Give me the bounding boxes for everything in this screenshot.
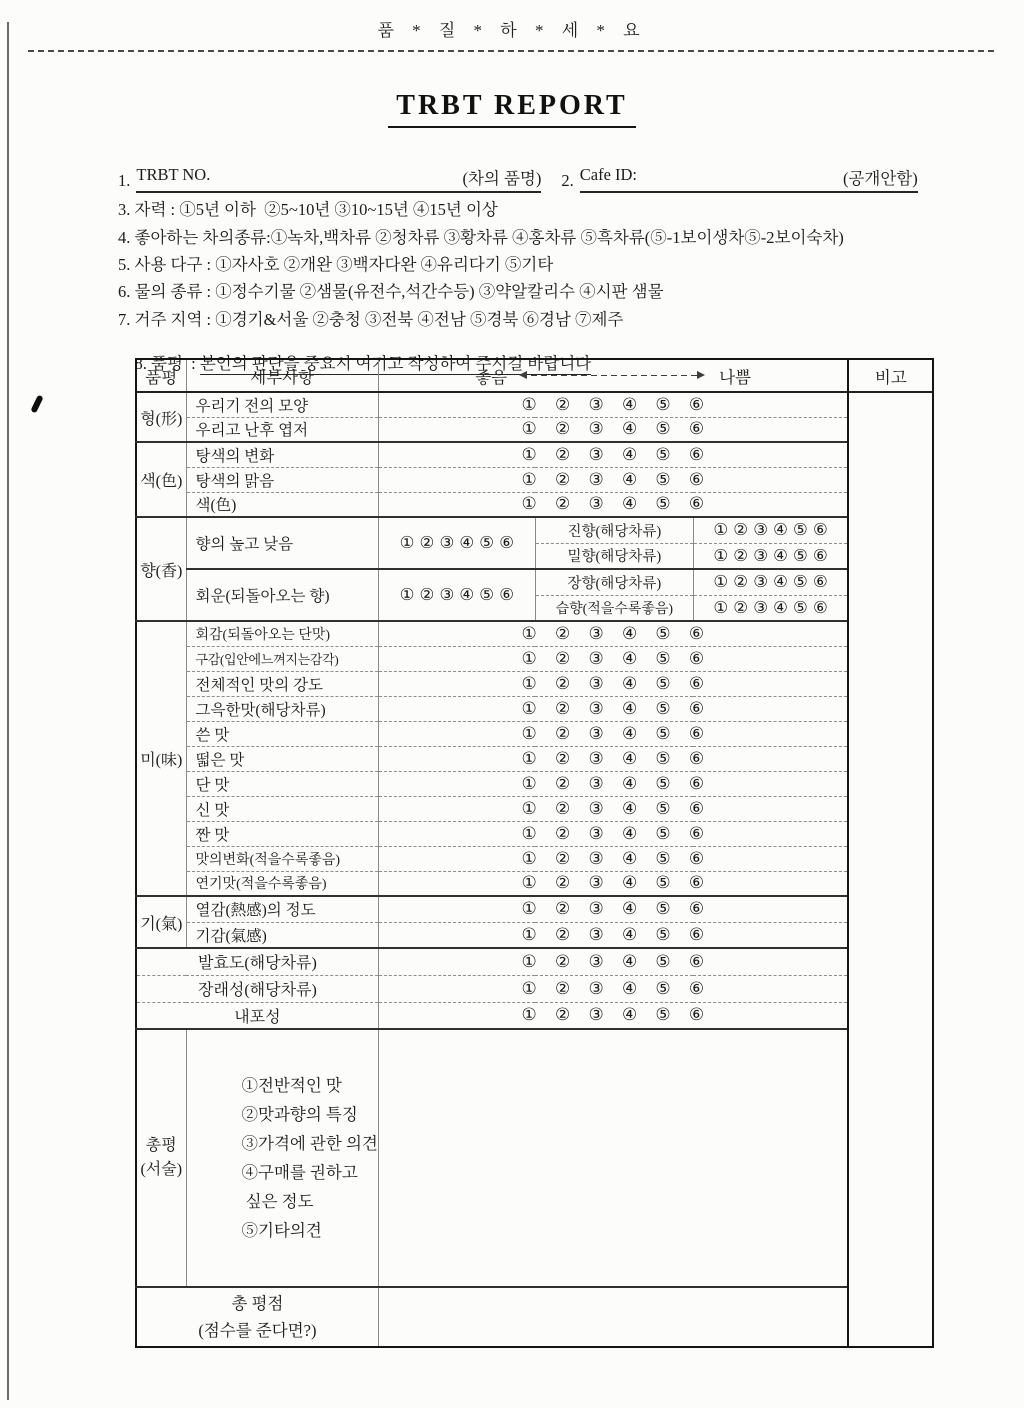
header-note: 비고 — [848, 359, 933, 392]
total-score-line2: (점수를 준다면?) — [198, 1321, 317, 1340]
aroma-sub-rating: ① ② ③ ④ ⑤ ⑥ — [693, 569, 848, 595]
line8-prefix: 8. 품평 : — [134, 354, 200, 373]
table-header-row — [136, 359, 933, 392]
overall-item: ②맛과향의 특징 — [241, 1105, 358, 1124]
detail-label: 떫은 맛 — [186, 746, 378, 771]
report-title-wrap — [0, 90, 1024, 128]
cafe-id-blank — [580, 165, 918, 193]
pen-tick-mark — [30, 395, 43, 414]
aroma-sub-rating: ① ② ③ ④ ⑤ ⑥ — [693, 595, 848, 621]
header-detail: 세부사항 — [186, 359, 378, 392]
table-row — [136, 796, 933, 821]
table-row — [136, 517, 933, 543]
table-row — [136, 721, 933, 746]
rating-scale: ① ② ③ ④ ⑤ ⑥ — [378, 467, 848, 492]
table-row — [136, 442, 933, 467]
page-top-label: 품 * 질 * 하 * 세 * 요 — [377, 21, 647, 40]
detail-label: 색(色) — [186, 492, 378, 517]
rating-scale: ① ② ③ ④ ⑤ ⑥ — [378, 417, 848, 442]
rating-scale: ① ② ③ ④ ⑤ ⑥ — [378, 671, 848, 696]
evaluation-table — [135, 358, 934, 1348]
detail-label: 기감(氣感) — [186, 922, 378, 948]
detail-label: 신 맛 — [186, 796, 378, 821]
detail-label: 향의 높고 낮음 — [186, 517, 378, 569]
form-line-water: 6. 물의 종류 : ①정수기물 ②샘물(유전수,석간수등) ③약알칼리수 ④시판 샘물 — [118, 282, 664, 301]
category-taste: 미(味) — [136, 621, 186, 896]
cafe-id-suffix: (공개안함) — [843, 169, 918, 188]
category-color: 색(色) — [136, 442, 186, 517]
aroma-sub-label: 진향(해당차류) — [535, 517, 693, 543]
header-scale — [378, 359, 848, 392]
detail-label: 전체적인 맛의 강도 — [186, 671, 378, 696]
table-row — [136, 621, 933, 646]
table-row — [136, 922, 933, 948]
detail-label: 그윽한맛(해당차류) — [186, 696, 378, 721]
rating-scale: ① ② ③ ④ ⑤ ⑥ — [378, 442, 848, 467]
category-shape: 형(形) — [136, 392, 186, 442]
aroma-sub-label: 밀향(해당차류) — [535, 543, 693, 569]
form-line-tea-types: 4. 좋아하는 차의종류:①녹차,백차류 ②청차류 ③황차류 ④홍차류 ⑤흑차류(⑤-1보이생차⑤-2보이숙차) — [118, 228, 844, 247]
overall-items — [186, 1029, 378, 1287]
detail-label: 회운(되돌아오는 향) — [186, 569, 378, 621]
aroma-sub-label: 습향(적을수록좋음) — [535, 595, 693, 621]
detail-label: 연기맛(적을수록좋음) — [186, 871, 378, 896]
rating-scale: ① ② ③ ④ ⑤ ⑥ — [378, 948, 848, 975]
overall-item: ①전반적인 맛 — [241, 1076, 342, 1095]
rating-scale: ① ② ③ ④ ⑤ ⑥ — [378, 696, 848, 721]
rating-scale: ① ② ③ ④ ⑤ ⑥ — [378, 846, 848, 871]
page-title: TRBT REPORT — [388, 90, 635, 128]
trbt-no-suffix: (차의 품명) — [462, 169, 542, 188]
header-good: 좋음 — [475, 367, 508, 387]
cafe-id-label: Cafe ID: — [579, 165, 638, 184]
rating-scale: ① ② ③ ④ ⑤ ⑥ — [378, 896, 848, 922]
table-row — [136, 671, 933, 696]
table-row — [136, 569, 933, 595]
table-row — [136, 846, 933, 871]
trbt-no-blank — [136, 165, 541, 193]
total-score-label — [136, 1287, 378, 1347]
detail-label-full: 장래성(해당차류) — [136, 975, 378, 1002]
rating-scale: ① ② ③ ④ ⑤ ⑥ — [378, 646, 848, 671]
detail-label: 탕색의 변화 — [186, 442, 378, 467]
overall-item: ④구매를 권하고 — [241, 1163, 358, 1182]
rating-scale: ① ② ③ ④ ⑤ ⑥ — [378, 721, 848, 746]
table-row — [136, 896, 933, 922]
total-score-line1: 총 평점 — [231, 1294, 284, 1313]
table-row — [136, 975, 933, 1002]
rating-scale: ① ② ③ ④ ⑤ ⑥ — [378, 746, 848, 771]
line8-underlined: 본인의 판단을 중요시 여기고 작성하여 주시길 바랍니다 — [199, 354, 592, 373]
table-row — [136, 417, 933, 442]
table-row — [136, 771, 933, 796]
table-row — [136, 646, 933, 671]
table-row — [136, 392, 933, 417]
overall-writein-area — [378, 1029, 848, 1287]
table-row — [136, 948, 933, 975]
scan-edge-line — [7, 22, 9, 1400]
line1-number: 1. — [118, 171, 131, 190]
detail-label: 우리기 전의 모양 — [186, 392, 378, 417]
detail-label: 우리고 난후 엽저 — [186, 417, 378, 442]
category-overall-line1: 총평 — [145, 1137, 177, 1154]
detail-label: 짠 맛 — [186, 821, 378, 846]
overall-item: ③가격에 관한 의견 — [241, 1134, 378, 1153]
category-aroma: 향(香) — [136, 517, 186, 621]
table-row — [136, 1002, 933, 1029]
rating-scale: ① ② ③ ④ ⑤ ⑥ — [378, 569, 535, 621]
rating-scale: ① ② ③ ④ ⑤ ⑥ — [378, 392, 848, 417]
rating-scale: ① ② ③ ④ ⑤ ⑥ — [378, 796, 848, 821]
table-row — [136, 492, 933, 517]
rating-scale: ① ② ③ ④ ⑤ ⑥ — [378, 922, 848, 948]
category-overall-line2: (서술) — [140, 1161, 183, 1178]
total-score-row — [136, 1287, 933, 1347]
rating-scale: ① ② ③ ④ ⑤ ⑥ — [378, 492, 848, 517]
form-line-teaware: 5. 사용 다구 : ①자사호 ②개완 ③백자다완 ④유리다기 ⑤기타 — [118, 255, 554, 274]
rating-scale: ① ② ③ ④ ⑤ ⑥ — [378, 771, 848, 796]
header-bad: 나쁨 — [719, 367, 751, 387]
table-row — [136, 871, 933, 896]
detail-label: 회감(되돌아오는 단맛) — [186, 621, 378, 646]
detail-label: 열감(熱感)의 정도 — [186, 896, 378, 922]
detail-label: 맛의변화(적을수록좋음) — [186, 846, 378, 871]
trbt-no-label: TRBT NO. — [136, 165, 211, 184]
table-row — [136, 746, 933, 771]
rating-scale: ① ② ③ ④ ⑤ ⑥ — [378, 1002, 848, 1029]
detail-label-full: 내포성 — [136, 1002, 378, 1029]
form-line-trbt-no — [118, 165, 930, 193]
rating-scale: ① ② ③ ④ ⑤ ⑥ — [378, 871, 848, 896]
detail-label: 탕색의 맑음 — [186, 467, 378, 492]
detail-label: 단 맛 — [186, 771, 378, 796]
line1-number2: 2. — [561, 171, 574, 190]
form-line-experience: 3. 자력 : ①5년 이하 ②5~10년 ③10~15년 ④15년 이상 — [118, 200, 498, 219]
overall-comment-row — [136, 1029, 933, 1287]
detail-label: 쓴 맛 — [186, 721, 378, 746]
overall-item: ⑤기타의견 — [241, 1221, 322, 1240]
table-row — [136, 467, 933, 492]
category-qi: 기(氣) — [136, 896, 186, 948]
total-score-writein-area — [378, 1287, 848, 1347]
detail-label-full: 발효도(해당차류) — [136, 948, 378, 975]
aroma-sub-rating: ① ② ③ ④ ⑤ ⑥ — [693, 543, 848, 569]
table-row — [136, 821, 933, 846]
overall-item: 싶은 정도 — [241, 1192, 314, 1211]
aroma-sub-label: 장향(해당차류) — [535, 569, 693, 595]
detail-label: 구감(입안에느껴지는감각) — [186, 646, 378, 671]
rating-scale: ① ② ③ ④ ⑤ ⑥ — [378, 517, 535, 569]
table-row — [136, 696, 933, 721]
scale-arrow-icon — [521, 375, 703, 376]
category-overall — [136, 1029, 186, 1287]
rating-scale: ① ② ③ ④ ⑤ ⑥ — [378, 975, 848, 1002]
remarks-cell — [848, 392, 933, 1347]
rating-scale: ① ② ③ ④ ⑤ ⑥ — [378, 621, 848, 646]
rating-scale: ① ② ③ ④ ⑤ ⑥ — [378, 821, 848, 846]
aroma-sub-rating: ① ② ③ ④ ⑤ ⑥ — [693, 517, 848, 543]
dashed-divider — [28, 50, 994, 52]
form-line-region: 7. 거주 지역 : ①경기&서울 ②충청 ③전북 ④전남 ⑤경북 ⑥경남 ⑦제주 — [118, 310, 624, 329]
header-category: 품평 — [136, 359, 186, 392]
